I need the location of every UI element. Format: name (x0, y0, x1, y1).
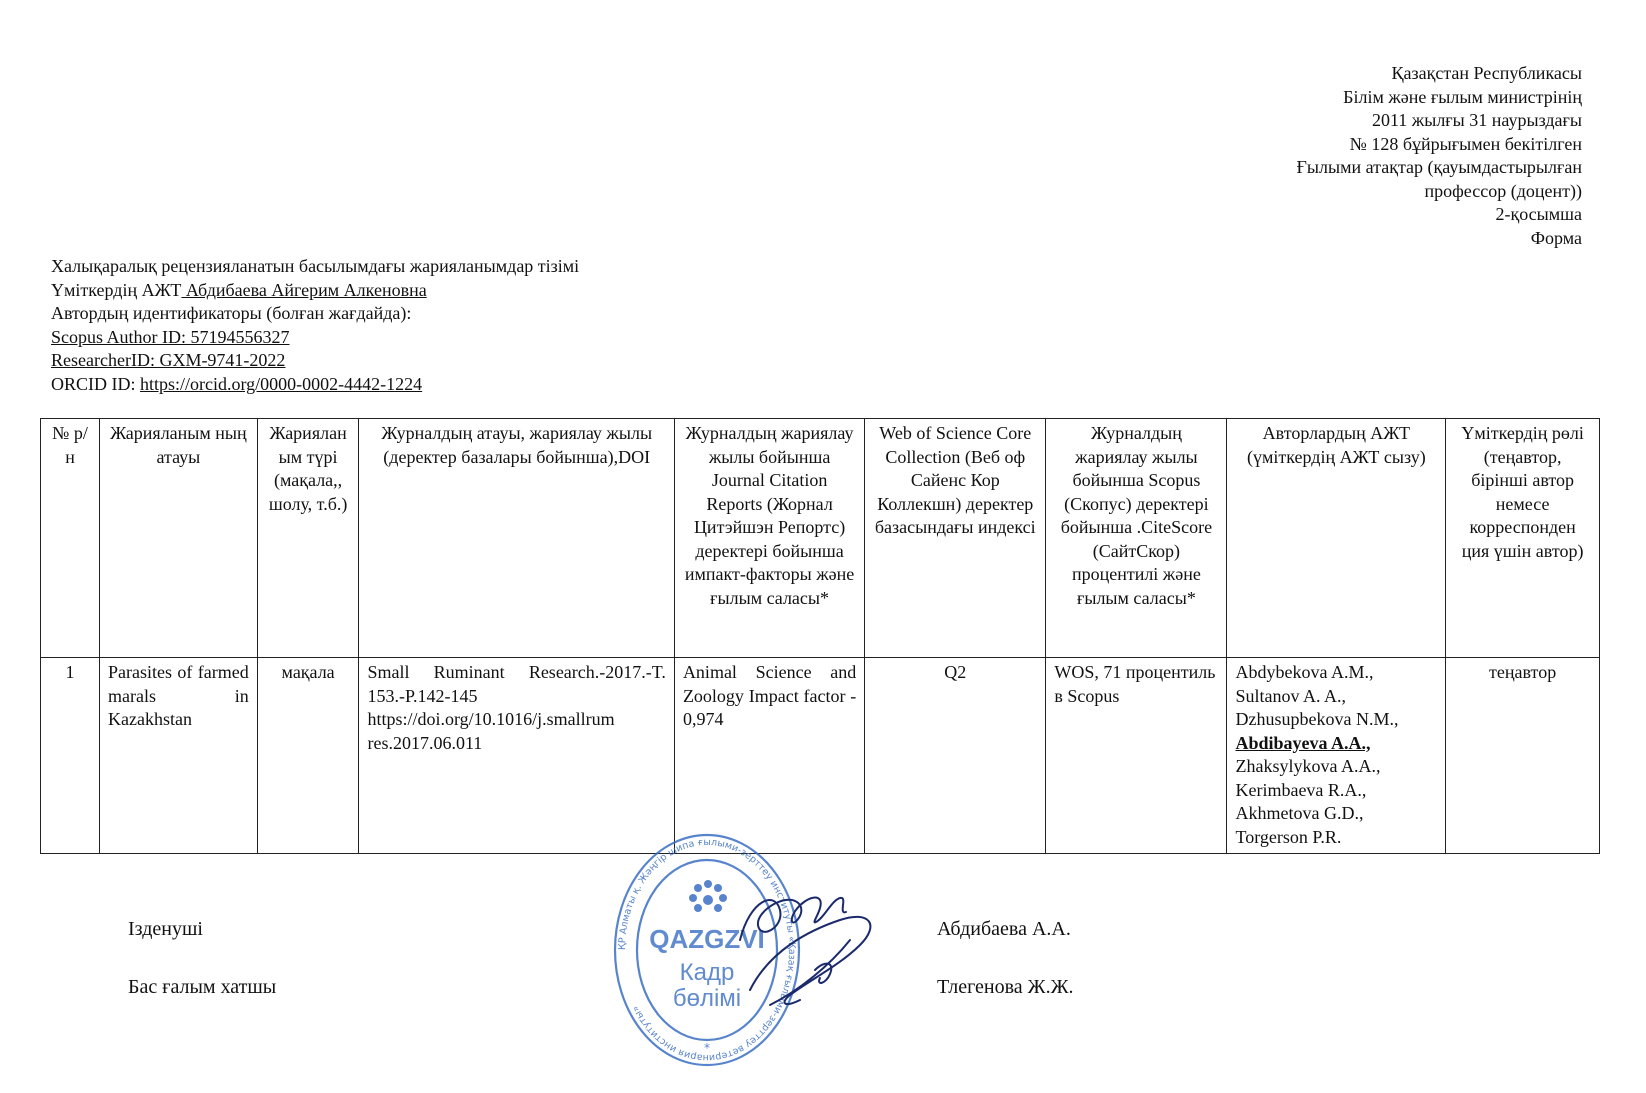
cell-journal: Small Ruminant Research.-2017.-T. 153.-P.142-145 https://doi.org/10.1016/j.smallrum res.2017.06.011 (359, 658, 674, 854)
col-header-title: Жарияланым ның атауы (100, 419, 258, 658)
cell-title: Parasites of farmed marals in Kazakhstan (100, 658, 258, 854)
cell-wos: Q2 (865, 658, 1046, 854)
applicant-label: Үміткердің АЖТ (51, 279, 182, 300)
header-line: Қазақстан Республикасы (1391, 63, 1582, 83)
researcher-id: ResearcherID: GXM-9741-2022 (51, 350, 286, 370)
applicant-line (51, 279, 579, 303)
header-line: профессор (доцент)) (1424, 180, 1582, 201)
svg-text:*: * (704, 1041, 710, 1055)
applicant-meta (51, 255, 579, 396)
handwritten-signature (720, 870, 900, 1020)
header-line: № 128 бұйрығымен бекітілген (1349, 133, 1582, 154)
col-header-journal: Журналдың атауы, жариялау жылы (деректер базалары бойынша),DOI (359, 419, 674, 658)
table-row (41, 658, 1600, 854)
col-header-impact: Журналдың жариялау жылы бойынша Journal Citation Reports (Жорнал Цитэйшэн Репортс) деректері бойынша импакт-факторы және ғылым саласы* (674, 419, 864, 658)
cell-number: 1 (41, 658, 100, 854)
stamp-ring-text: ҚР Алматы қ. Жәңгір шипа ғылыми-зерттеу институты «Қазақ ғылыми-зерттеу ветеринария институты» (616, 836, 798, 1064)
col-header-wos: Web of Science Core Collection (Веб оф Сайенс Кор Коллекшн) деректер базасындағы индексі (865, 419, 1046, 658)
author-name: Zhaksylykova A.A., (1235, 756, 1381, 776)
cell-authors (1227, 658, 1446, 854)
col-header-number: № р/н (41, 419, 100, 658)
stamp-sub2: бөлімі (672, 985, 742, 1012)
list-title: Халықаралық рецензияланатын басылымдағы жарияланымдар тізімі (51, 256, 580, 276)
col-header-type: Жариялан ым түрі (мақала,, шолу, т.б.) (257, 419, 359, 658)
author-name: Akhmetova G.D., (1235, 803, 1364, 823)
header-line: Форма (1530, 227, 1582, 248)
author-name-applicant: Abdibayeva A.A., (1235, 732, 1371, 753)
stamp-center-text: QAZGZVI (649, 924, 765, 954)
publications-table (40, 418, 1600, 854)
cell-impact: Animal Science and Zoology Impact factor - 0,974 (674, 658, 864, 854)
scopus-id: Scopus Author ID: 57194556327 (51, 326, 290, 347)
col-header-scopus: Журналдың жариялау жылы бойынша Scopus (Скопус) деректері бойынша .CiteScore (СайтСкор) процентилі және ғылым саласы* (1046, 419, 1227, 658)
cell-role: теңавтор (1446, 658, 1600, 854)
cell-type: мақала (257, 658, 359, 854)
header-line: 2011 жылғы 31 наурыздағы (1371, 110, 1582, 130)
stamp-sub1: Кадр (679, 959, 735, 986)
author-name: Torgerson P.R. (1235, 826, 1342, 847)
author-name: Kerimbaeva R.A., (1235, 779, 1367, 800)
cell-scopus: WOS, 71 процентиль в Scopus (1046, 658, 1227, 854)
author-name: Dzhusupbekova N.M., (1235, 709, 1399, 729)
applicant-signature-label: Ізденуші (128, 918, 203, 940)
secretary-signature-label: Бас ғалым хатшы (128, 976, 277, 998)
header-line: Білім және ғылым министрінің (1343, 86, 1582, 107)
author-name: Abdybekova A.M., (1235, 662, 1374, 682)
applicant-name: Абдибаева Айгерим Алкеновна (181, 279, 427, 300)
table-header-row (41, 419, 1600, 658)
col-header-role: Үміткердің рөлі (теңавтор, бірінші автор немесе корреспонден ция үшін автор) (1446, 419, 1600, 658)
orcid-line (51, 373, 579, 397)
author-name: Sultanov A. A., (1235, 685, 1346, 706)
orcid-label: ORCID ID: (51, 373, 140, 394)
secretary-signature-name: Тлегенова Ж.Ж. (937, 976, 1074, 998)
ids-label: Автордың идентификаторы (болған жағдайда): (51, 303, 412, 323)
approval-header (1297, 62, 1583, 250)
applicant-signature-name: Абдибаева А.А. (937, 918, 1071, 940)
header-line: 2-қосымша (1495, 204, 1582, 224)
header-line: Ғылыми атақтар (қауымдастырылған (1296, 157, 1582, 177)
col-header-authors: Авторлардың АЖТ (үміткердің АЖТ сызу) (1227, 419, 1446, 658)
orcid-link[interactable]: https://orcid.org/0000-0002-4442-1224 (140, 373, 423, 394)
